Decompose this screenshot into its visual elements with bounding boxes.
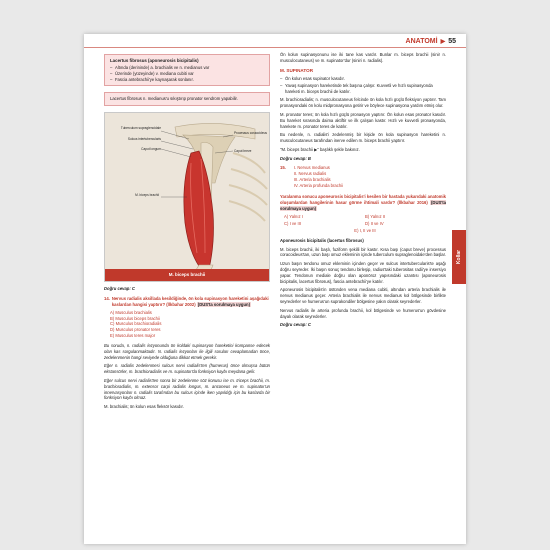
- left-column: [104, 54, 270, 413]
- options-14: [110, 310, 270, 339]
- text-paragraph: Bu nedenle, n. radialis'i zedelenmiş bir kişide ön kola supinasyon hareketini n. musculocutaneus tarafından inerve edilen m. biceps brachii yaptırır.: [280, 132, 446, 144]
- list-item: – Fascia antebrachii'ye kaynaşarak sonlanır.: [110, 77, 264, 83]
- side-tab-label: Kollar: [456, 249, 463, 265]
- option-c[interactable]: C) Musculus brachioradialis: [110, 321, 162, 327]
- label-caput-breve: Caput breve: [234, 149, 252, 154]
- right-column: [280, 52, 446, 332]
- side-tab[interactable]: [452, 230, 466, 284]
- roman-item: II. Nervus radialis: [293, 171, 327, 177]
- explanation-paragraph: Eğer n. radialis zedelenmesi sulcus nervi radialis'ten (humerus) önce olmuşsa bütün ekstansörler, m. brachioradialis ve m. supinator'da fonksiyon kaybı meydana gelir.: [104, 363, 270, 375]
- info-box-title: Lacertus fibrosus (aponeurosis bicipitalis): [110, 58, 199, 63]
- text-paragraph: "M. biceps brachii ▶" başlıklı şekle bakınız.: [280, 146, 360, 152]
- label-sulcus: Sulcus intertubercularis: [127, 137, 161, 142]
- text-paragraph: Nervus radialis ile arteria profunda brachii, kol bölgesinde ve humerus'un gövdesine dayalı olarak seyrederler.: [280, 307, 446, 319]
- question-14: [104, 296, 270, 308]
- page-header: [406, 38, 456, 45]
- subheading: Aponeurosis bicipitalis (lacertus fibrosus): [280, 237, 364, 243]
- text-paragraph: Aponeurosis bicipitalis'in üstünden vena mediana cubiti, altından arteria brachialis ile nervus medianus geçer. Arteria brachialis ile nervus medianus kol bölgesinde birlikte seyrederler ve humerus'un suprakondiler bölgesine yakın olarak seyrederler.: [280, 287, 446, 304]
- page-number: 55: [448, 38, 456, 45]
- text-paragraph: M. brachioradialis; n. musculocutaneus felcinde ön kola hızlı güçlü fleksiyon yaptırır. Tam pronasyondaki ön kolu midpronasyona getirir ve böylece supinasyona yardım etmiş olur.: [280, 97, 446, 109]
- question-15: [280, 165, 446, 192]
- roman-item: III. Arteria brachialis: [293, 177, 331, 183]
- list-item: – Ön kolun esas supinator kasıdır.: [280, 76, 446, 82]
- question-number: 15.: [280, 165, 286, 171]
- supinator-list: [280, 76, 446, 94]
- text-paragraph: Ön kolun supinasyonunu ise iki tane kas vardır. Bunlar m. biceps brachii (sinir n. musculocutaneus) ve m. supinator'dur (siniri n. radialis).: [280, 52, 446, 63]
- text-paragraph: M. biceps brachii, iki başlı, fuziform şekilli bir kastır. Kısa başı (caput breve) processus coracoideus'tan, uzun başı omuz ekleminin içinde tuberculum supraglenoidale'den başlar.: [280, 246, 446, 258]
- list-item: – Yavaş supinasyon hareketinde tek başına çalışır. Kuvvetli ve hızlı supinasyonda hareketi m. biceps brachii de katılır.: [280, 83, 446, 95]
- option-b[interactable]: B) Musculus biceps brachii: [110, 315, 160, 321]
- label-processus: Processus coracoideus: [234, 131, 267, 136]
- figure-caption: M. biceps brachii: [105, 269, 269, 281]
- option-b[interactable]: B) Yalnız II: [365, 214, 386, 220]
- dus-tag: (DUS'ta sorulmaya uygun): [280, 199, 446, 211]
- option-a[interactable]: A) Yalnız I: [284, 214, 303, 220]
- answer-15: Doğru cevap: C: [280, 322, 311, 328]
- document-page: [84, 34, 466, 544]
- roman-list: [294, 165, 343, 189]
- list-item: – Altında (derininde) a. brachialis ve n. medianus var: [110, 65, 264, 71]
- question-stem: Nervus radialis aksillada kesildiğinde, ön kola supinasyon hareketini aşağıdaki kaslardan hangisi yaptırır? (İlkbahar 2002): [111, 296, 269, 307]
- label-tuberculum: Tuberculum supraglenoidale: [120, 126, 161, 131]
- play-arrow-icon: ▶: [440, 39, 446, 45]
- question-number: 14.: [104, 296, 110, 302]
- answer-14: Doğru cevap: B: [280, 155, 311, 161]
- roman-item: I. Nervus medianus: [293, 165, 330, 171]
- header-rule: [84, 47, 466, 48]
- explanation-paragraph: Bu soruda, n. radialis lezyonunda ön koldaki supinasyon hareketini kompanse edecek olan kas sorgulanmaktadır. N. radialis lezyonları ile ilgili soruları cevaplamadan önce, zedelenmenin hangi seviyede olduğuna dikkat etmek gerekir.: [104, 343, 270, 360]
- info-box-list: [110, 65, 264, 82]
- text-paragraph: Uzun başın tendonu omuz ekleminin içinden geçer ve sulcus intertubercularis'te aşağı doğru seyreder. İki başın sonuç tendonu birleşip, radius'taki tuberositas radii'ye insersiyo yapar. Tendonun mediale doğru olan aponöroz yapısındaki uzantısı (aponeurosis bicipitalis, lacertus fibrosus), fascia antebrachii'ye katılır.: [280, 261, 446, 284]
- biceps-figure: [104, 112, 270, 282]
- option-d[interactable]: D) II ve IV: [365, 221, 384, 227]
- roman-item: IV. Arteria profunda brachii: [293, 183, 344, 189]
- option-d[interactable]: D) Musculus pronator teres: [110, 327, 161, 333]
- option-a[interactable]: A) Musculus brachialis: [110, 309, 152, 315]
- choices-15: [284, 214, 446, 233]
- info-box-pronator: Lacertus fibrosus n. medianus'u sıkıştırıp pronator sendrom yapabilir.: [104, 92, 270, 106]
- question-stem: Yaralanma sonucu aponeurosis bicipitalis'i kesilen bir hastada yukarıdaki anatomik oluşumlardan hangilerinin hasar görme ihtimali vardır? (İlkbahar 2016): [280, 193, 446, 205]
- option-e[interactable]: E) I, II ve III: [354, 227, 376, 233]
- info-box-lacertus: [104, 54, 270, 86]
- explanation-paragraph: Eğer sulcus nervi radialis'ten sonra bir zedelenme söz konusu ise m. triceps brachii, m. brachioradialis, m. extensor carpi radialis longus, m. anconeus ve m. supinator'un innervasyonları n. radialis tarafından bu sulcus içinde iken yapıldığı için bu kaslarda bir fonksiyon kaybı olmaz.: [104, 378, 270, 401]
- label-muscle: M. biceps brachii: [135, 193, 159, 198]
- list-item: – Üzerinde (yüzeyinde) v. mediana cubiti var: [110, 71, 264, 77]
- header-title: ANATOMİ: [405, 38, 438, 45]
- section-heading: M. SUPINATOR: [280, 67, 314, 73]
- option-e[interactable]: E) Musculus teres major: [110, 333, 156, 339]
- explanation-paragraph: M. brachialis; ön kolun esas fleksör kasıdır.: [104, 404, 184, 410]
- option-c[interactable]: C) I ve III: [284, 221, 301, 227]
- dus-tag: (DUS'ta sorulmaya uygun): [197, 301, 250, 307]
- label-caput-longum: Caput longum: [141, 147, 161, 152]
- text-paragraph: M. pronator teres; ön kola hızlı güçlü pronasyon yaptırır. Ön kolun esas pronator kasıdır. Bu hareket sırasında daima aktiftir ve ilk çalışan kastır. Hızlı ve kuvvetli pronasyonda, harekete m. pronator teres de katılır.: [280, 111, 446, 129]
- answer-13: Doğru cevap: C: [104, 286, 135, 292]
